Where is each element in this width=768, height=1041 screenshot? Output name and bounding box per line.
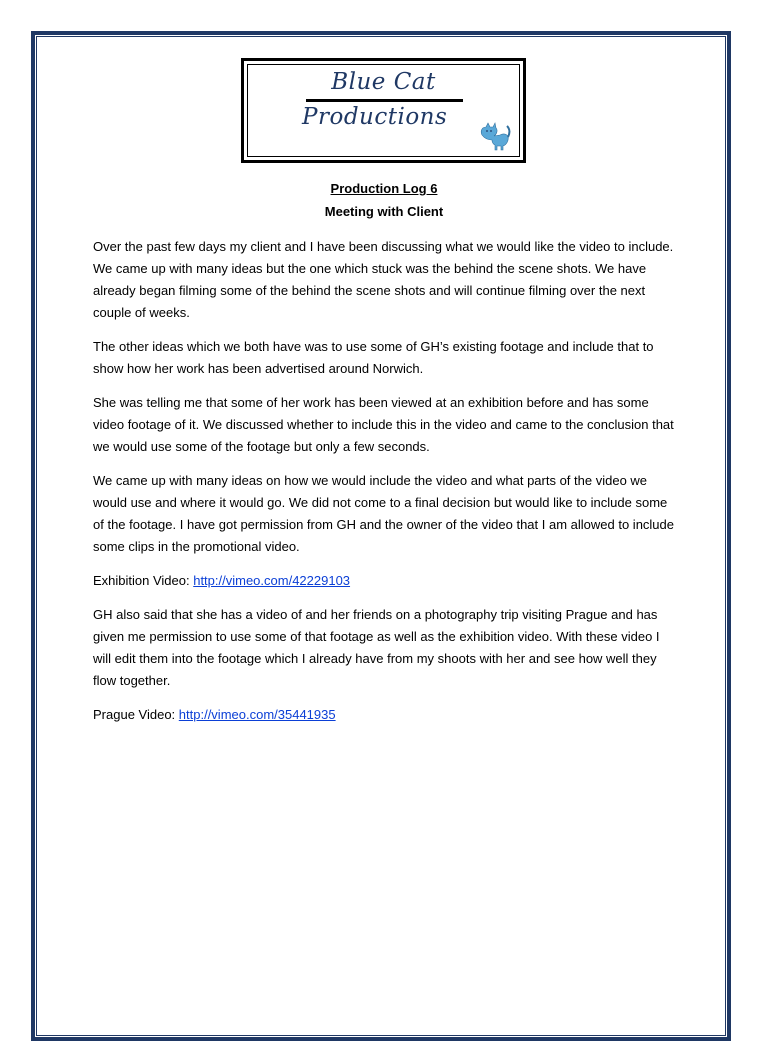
exhibition-video-link[interactable]: http://vimeo.com/42229103 bbox=[193, 573, 351, 588]
prague-video-link[interactable]: http://vimeo.com/35441935 bbox=[178, 707, 336, 722]
prague-video-label: Prague Video: bbox=[93, 707, 179, 722]
document-title: Production Log 6 bbox=[330, 181, 438, 196]
prague-video-line bbox=[93, 704, 678, 726]
logo-divider bbox=[306, 99, 463, 102]
paragraph-3: She was telling me that some of her work has been viewed at an exhibition before and has some video footage of it. We discussed whether to include this in the video and came to the conclusion that we would use some of the footage but only a few seconds. bbox=[93, 395, 674, 454]
paragraph-4: We came up with many ideas on how we would include the video and what parts of the video we would use and where it would go. We did not come to a final decision but would like to include some of the footage. I have got permission from GH and the owner of the video that I am allowed to include some clips in the promotional video. bbox=[93, 473, 675, 554]
exhibition-video-label: Exhibition Video: bbox=[93, 573, 194, 588]
cat-icon bbox=[476, 113, 512, 151]
document-body bbox=[93, 236, 678, 738]
document-subtitle: Meeting with Client bbox=[324, 204, 444, 219]
paragraph-5: GH also said that she has a video of and her friends on a photography trip visiting Prague and has given me permission to use some of that footage as well as the exhibition video. With these video I will edit them into the footage which I already have from my shoots with her and see how well they flow together. bbox=[93, 607, 660, 688]
paragraph-1: Over the past few days my client and I have been discussing what we would like the video to include. We came up with many ideas but the one which stuck was the behind the scene shots. We have already began filming some of the behind the scene shots and will continue filming over the next couple of weeks. bbox=[93, 239, 674, 320]
logo-text-blue-cat: Blue Cat bbox=[331, 69, 436, 95]
paragraph-2: The other ideas which we both have was to use some of GH’s existing footage and include that to show how her work has been advertised around Norwich. bbox=[93, 339, 654, 376]
logo-text-productions: Productions bbox=[302, 104, 448, 130]
exhibition-video-line bbox=[93, 570, 678, 592]
company-logo bbox=[241, 58, 526, 163]
